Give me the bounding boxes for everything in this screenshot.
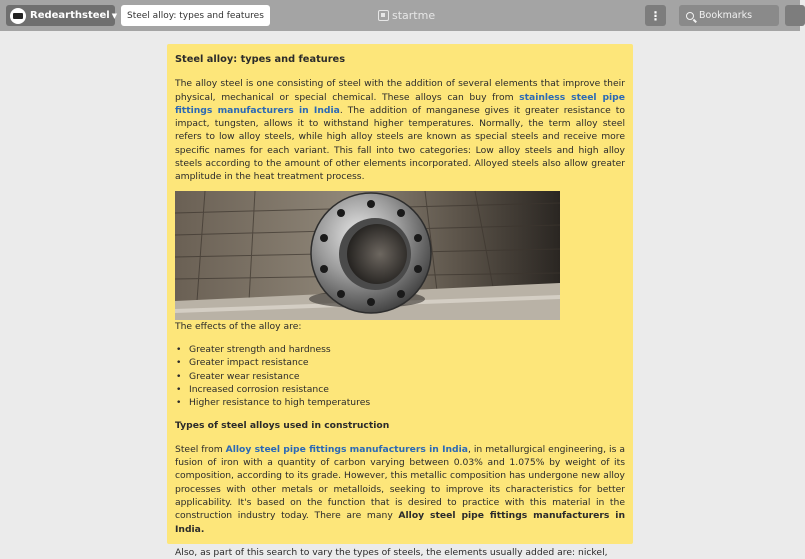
list-item: • Higher resistance to high temperatures	[189, 396, 625, 409]
steel-flange-photo	[175, 191, 560, 320]
list-item: • Greater impact resistance	[189, 356, 625, 369]
intro-text-start: The alloy steel is one consisting of steel with the addition of several elements that improve their physical, mechanical or special chemical. These alloys can buy from	[175, 78, 625, 103]
site-selector-button[interactable]	[6, 5, 118, 26]
section-heading: Types of steel alloys used in construction	[175, 420, 390, 432]
intro-text-end: . The addition of manganese gives it greater resistance to impact, tungsten, allows it to withstand higher temperatures. Normally, the term alloy steel refers to low alloy steels, while high alloy steels are known as special steels and receive more specific names for each variant. This fall into two categories: Low alloy steels and high alloy steels according to the amount of other elements incorporated. Alloyed steels also allow greater amplitude in the heat treatment process.	[175, 104, 625, 183]
bookmarks-label: Bookmarks	[699, 10, 753, 21]
startme-icon	[378, 10, 389, 21]
site-name: Redearthsteel	[30, 10, 110, 21]
alloy-fittings-link[interactable]: Alloy steel pipe fittings manufacturers in India	[225, 443, 468, 455]
startme-logo[interactable]	[378, 8, 435, 23]
bookmarks-search-button[interactable]	[679, 5, 779, 26]
list-item: • Increased corrosion resistance	[189, 383, 625, 396]
effects-intro: The effects of the alloy are:	[175, 320, 302, 332]
effects-list	[189, 343, 625, 409]
search-icon	[686, 12, 694, 20]
brand-name: startme	[392, 9, 436, 22]
chevron-down-icon: ▼	[111, 11, 118, 20]
stainless-fittings-link[interactable]: stainless steel pipe fittings manufacturers in India	[175, 91, 625, 116]
top-bar	[0, 0, 800, 31]
construction-text-bold: Alloy steel pipe fittings manufacturers in India.	[175, 510, 625, 535]
list-item: • Greater strength and hardness	[189, 343, 625, 356]
sidebar-toggle-button[interactable]	[785, 5, 805, 26]
more-options-button[interactable]	[645, 5, 666, 26]
next-paragraph: Also, as part of this search to vary the types of steels, the elements usually added are: nickel,	[175, 546, 608, 558]
list-item: • Greater wear resistance	[189, 370, 625, 383]
page-tab[interactable]: Steel alloy: types and features	[121, 5, 270, 26]
construction-text-middle: , in metallurgical engineering, is a fusion of iron with a quantity of carbon varying between 0.03% and 1.075% by weight of its composition, according to its grade. However, this metallic composition has undergone new alloy processes with other metals or metalloids, seeking to improve its characteristics for better applicability. It's based on the function that is desired to practice with this material in the construction industry today. There are many	[175, 443, 625, 522]
construction-paragraph	[175, 443, 625, 536]
intro-paragraph	[175, 77, 625, 183]
article-card	[167, 44, 633, 558]
more-vertical-icon: ⋮	[649, 8, 662, 23]
construction-text-start: Steel from	[175, 443, 226, 455]
article-title: Steel alloy: types and features	[175, 54, 346, 65]
site-logo-icon	[10, 8, 26, 24]
